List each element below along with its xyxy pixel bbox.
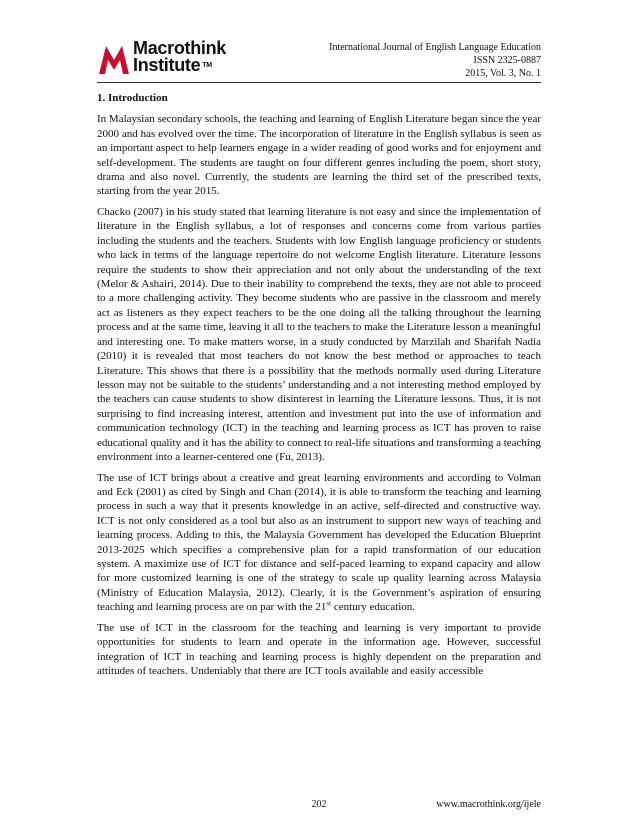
paragraph-3-text: The use of ICT brings about a creative and great learning environments and according to Volman and Eck (2001) as cited by Singh and Chan (2014), it is able to transform the teaching and learning process in such a way that it presents knowledge in an active, self-directed and constructive way. ICT is not only considered as a tool but also as an instrument to support new ways of teaching and learning process. Adding to this, the Malaysia Government has developed the Education Blueprint 2013-2025 which specifies a comprehensive plan for a rapid transformation of our education system. A maximize use of ICT for distance and self-paced learning to expand capacity and allow for more customized learning is one of the strategy to scale up quality learning across Malaysia (Ministry of Education Malaysia, 2012). Clearly, it is the Government’s aspiration of ensuring teaching and learning process are on par with the 21 [97, 471, 541, 614]
section-heading: 1. Introduction [97, 92, 168, 104]
logo-trademark: TM [202, 62, 212, 69]
paragraph-3-tail: century education. [331, 601, 416, 614]
logo-line-2-text: Institute [133, 55, 201, 75]
publisher-logo [97, 40, 247, 80]
journal-name: International Journal of English Language Education [329, 42, 541, 53]
journal-url[interactable]: www.macrothink.org/ijele [436, 799, 541, 810]
paragraph-2: Chacko (2007) in his study stated that learning literature is not easy and since the implementation of literature in the English syllabus, a lot of responses and concerns come from various parties including the students and the teachers. Students with low English language proficiency or students who lack in terms of the language repertoire do not welcome English literature. Literature lessons require the students to show their appreciation and not only about the understanding of the text (Melor & Ashairi, 2014). Due to their inability to comprehend the texts, they are not able to proceed to a more challenging activity. They become students who are passive in the classroom and merely act as listeners as they expect teachers to be the one doing all the talking throughout the learning process and at the same time, leaving it all to the teachers to make the Literature lesson a meaningful and interesting one. To make matters worse, in a study conducted by Marzilah and Sharifah Nadia (2010) it is revealed that most teachers do not know the best method or approaches to teach Literature. This shows that there is a possibility that the methods normally used during Literature lesson may not be suitable to the students’ understanding and a not interesting method employed by the teachers can cause students to show disinterest in learning the Literature lessons. Thus, it is not surprising to find increasing interest, attention and investment put into the use of information and communication technology (ICT) in the teaching and learning process as ICT has proven to raise educational quality and it has the ability to connect to real-life situations and transforming a teaching environment into a learner-centered one (Fu, 2013). [97, 206, 541, 463]
journal-volume: 2015, Vol. 3, No. 1 [465, 68, 541, 79]
logo-wordmark [133, 40, 226, 74]
article-body [97, 91, 541, 685]
journal-issn: ISSN 2325-0887 [473, 55, 541, 66]
macrothink-logo-icon [97, 42, 131, 76]
paragraph-4: The use of ICT in the classroom for the teaching and learning is very important to provide opportunities for students to learn and operate in the information age. However, successful integration of ICT in teaching and learning process is highly dependent on the preparation and attitudes of teachers. Undeniably that there are ICT tools available and easily accessible [97, 621, 541, 677]
header-rule [97, 82, 541, 83]
paragraph-3-superscript: st [326, 599, 332, 608]
page-number: 202 [311, 799, 327, 810]
journal-info [329, 41, 541, 80]
logo-line-1: Macrothink [133, 38, 227, 58]
paragraph-3 [97, 471, 541, 615]
logo-line-2 [133, 57, 226, 74]
paragraph-1: In Malaysian secondary schools, the teaching and learning of English Literature began since the year 2000 and has evolved over the time. The incorporation of literature in the English syllabus is seen as an important aspect to help learners engage in a wider reading of good works and for enjoyment and self-development. The students are taught on four different genres including the poem, short story, drama and also novel. Currently, the students are learning the third set of the prescribed texts, starting from the year 2015. [97, 113, 541, 198]
